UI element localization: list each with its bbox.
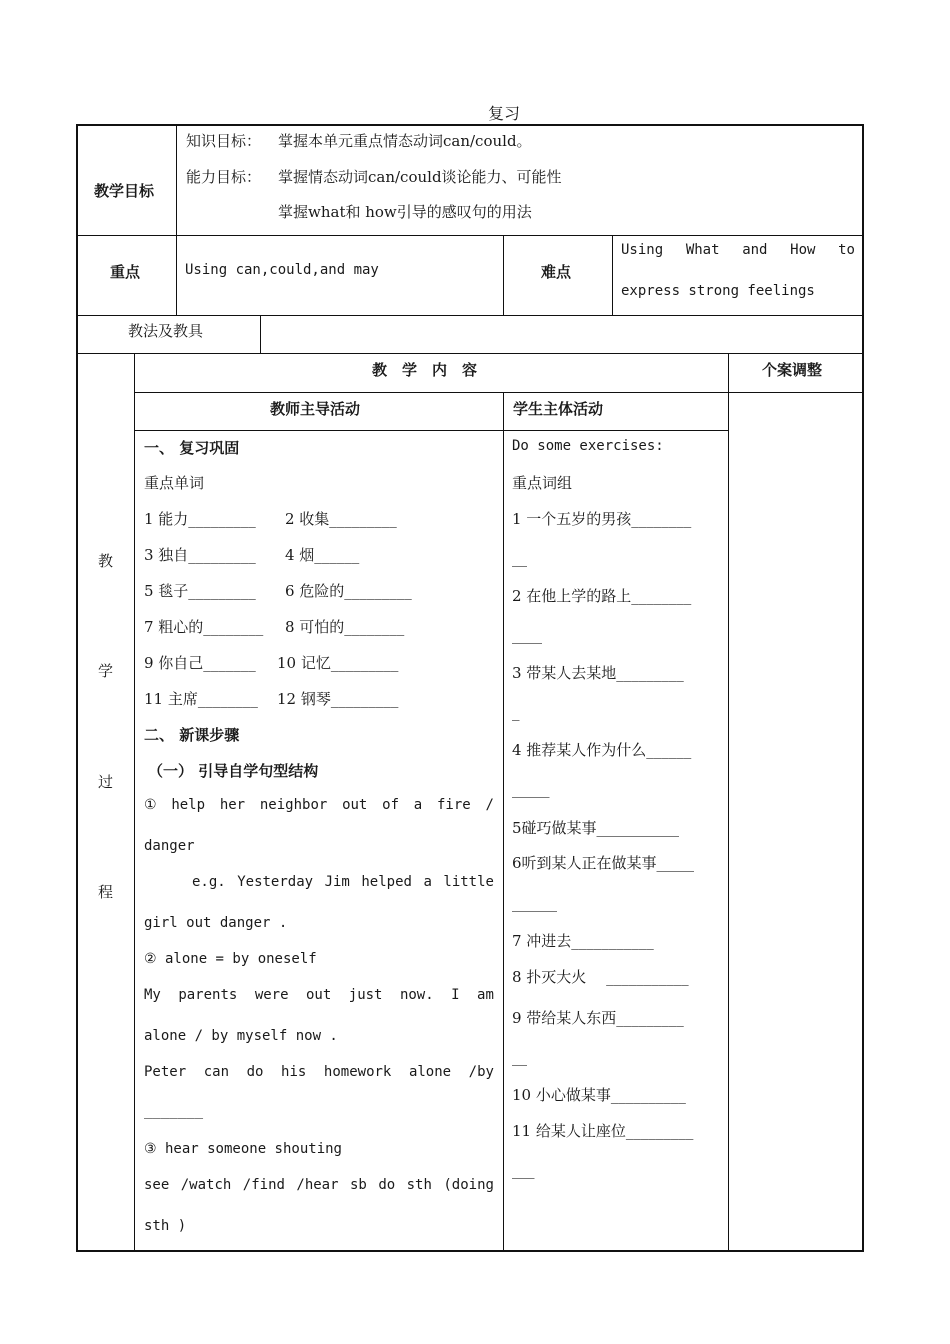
adjust-header: 个案调整 <box>762 361 823 379</box>
pattern-3-line-2: see /watch /find /hear sb do sth (doing <box>144 1177 494 1193</box>
pattern-2-example-2b: _______ <box>144 1103 204 1119</box>
teacher-section-1: 一、 复习巩固 <box>144 439 240 457</box>
vocab-item: 11 主席________ <box>144 690 258 708</box>
key-points-text: Using can,could,and may <box>185 262 379 278</box>
phrase-item-tail: _____ <box>512 780 550 798</box>
phrase-item: 1 一个五岁的男孩________ <box>512 510 692 528</box>
vocab-item: 5 毯子_________ <box>144 582 256 600</box>
pattern-2-example-1: My parents were out just now. I am <box>144 987 494 1003</box>
key-points-label: 重点 <box>110 263 141 281</box>
phrase-title: 重点词组 <box>512 474 573 492</box>
vocab-item: 10 记忆_________ <box>277 654 399 672</box>
phrase-item-tail: _ <box>512 703 520 721</box>
pattern-2-example-1b: alone / by myself now . <box>144 1028 338 1044</box>
phrase-item: 2 在他上学的路上________ <box>512 587 692 605</box>
ability-text-2: 掌握what和 how引导的感叹句的用法 <box>278 203 532 221</box>
student-header: 学生主体活动 <box>513 400 604 418</box>
process-side-char-1: 教 <box>98 552 114 570</box>
phrase-item: 3 带某人去某地_________ <box>512 664 684 682</box>
methods-label: 教法及教具 <box>128 322 204 340</box>
vocab-item: 7 粗心的________ <box>144 618 264 636</box>
phrase-item-tail: __ <box>512 549 527 567</box>
difficult-line-2: express strong feelings <box>621 283 815 299</box>
ability-text-1: 掌握情态动词can/could谈论能力、可能性 <box>278 168 562 186</box>
phrase-item: 4 推荐某人作为什么______ <box>512 741 692 759</box>
teacher-header: 教师主导活动 <box>270 400 361 418</box>
process-side-char-2: 学 <box>98 662 114 680</box>
phrase-item: 8 扑灭大火 ___________ <box>512 968 689 986</box>
pattern-3-line: ③ hear someone shouting <box>144 1141 342 1157</box>
phrase-item: 11 给某人让座位_________ <box>512 1122 694 1140</box>
phrase-item-tail: ____ <box>512 626 542 644</box>
difficult-label: 难点 <box>541 263 572 281</box>
phrase-item: 10 小心做某事__________ <box>512 1086 686 1104</box>
pattern-1-example-2: girl out danger . <box>144 915 288 931</box>
knowledge-text: 掌握本单元重点情态动词can/could。 <box>278 132 532 150</box>
vocab-item: 1 能力_________ <box>144 510 256 528</box>
phrase-item-tail: ______ <box>512 894 557 912</box>
phrase-item: 6听到某人正在做某事_____ <box>512 854 695 872</box>
phrase-item: 5碰巧做某事___________ <box>512 819 680 837</box>
pattern-2-line: ② alone = by oneself <box>144 951 317 967</box>
content-header: 教 学 内 容 <box>372 361 478 379</box>
pattern-1-example: e.g. Yesterday Jim helped a little <box>192 874 494 890</box>
objectives-label: 教学目标 <box>94 182 155 200</box>
vocab-title: 重点单词 <box>144 474 205 492</box>
vocab-item: 8 可怕的________ <box>285 618 405 636</box>
process-side-char-3: 过 <box>98 773 114 791</box>
vocab-item: 9 你自己_______ <box>144 654 256 672</box>
ability-label: 能力目标： <box>186 168 262 186</box>
teacher-subsection-1: （一） 引导自学句型结构 <box>148 762 319 780</box>
process-side-char-4: 程 <box>98 883 114 901</box>
pattern-1-line-2: danger <box>144 838 195 854</box>
phrase-item-tail: ___ <box>512 1161 535 1179</box>
page-title: 复习 <box>488 104 521 123</box>
teacher-section-2: 二、 新课步骤 <box>144 726 240 744</box>
difficult-line-1: Using What and How to <box>621 242 855 258</box>
vocab-item: 12 钢琴_________ <box>277 690 399 708</box>
phrase-item: 7 冲进去___________ <box>512 932 654 950</box>
vocab-item: 6 危险的_________ <box>285 582 412 600</box>
pattern-1-line: ① help her neighbor out of a fire / <box>144 797 494 813</box>
knowledge-label: 知识目标： <box>186 132 262 150</box>
phrase-item-tail: __ <box>512 1048 527 1066</box>
pattern-2-example-2: Peter can do his homework alone /by <box>144 1064 494 1080</box>
vocab-item: 4 烟______ <box>285 546 360 564</box>
vocab-item: 2 收集_________ <box>285 510 397 528</box>
vocab-item: 3 独自_________ <box>144 546 256 564</box>
student-intro: Do some exercises: <box>512 438 664 454</box>
pattern-3-line-3: sth ) <box>144 1218 187 1234</box>
phrase-item: 9 带给某人东西_________ <box>512 1009 684 1027</box>
